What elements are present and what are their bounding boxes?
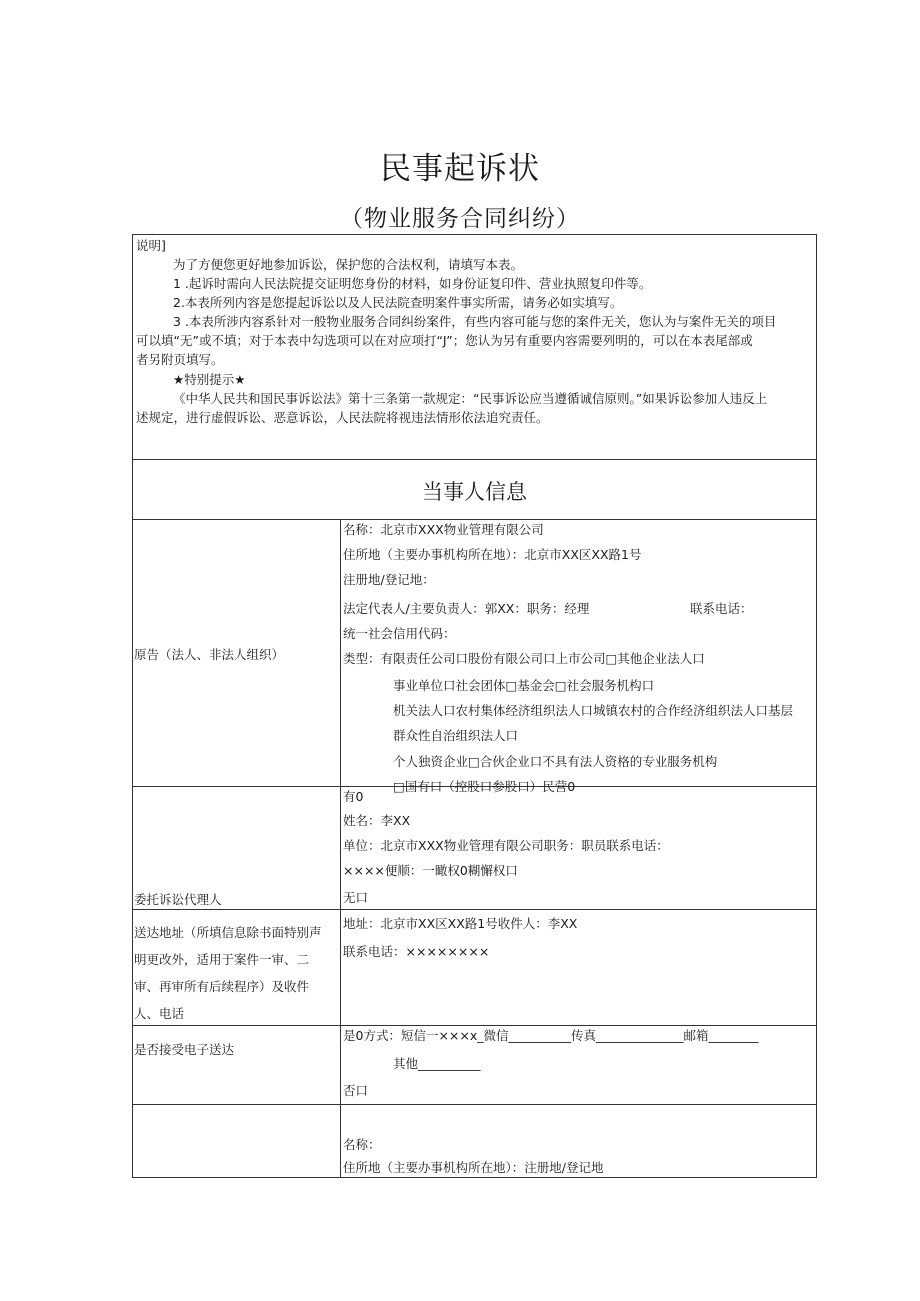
electronic-label: 是否接受电子送达 — [134, 1042, 235, 1057]
special-notice-line-2: 述规定，进行虚假诉讼、恶意诉讼，人民法院将视违法情形依法追究责任。 — [136, 410, 549, 425]
agent-name: 姓名：李XX — [343, 813, 411, 828]
electronic-no: 否口 — [343, 1083, 369, 1098]
agent-scope: ××××便顺：一瞰权0糊懈权口 — [343, 863, 518, 878]
notes-item-3-line-2: 可以填“无”或不填；对于本表中勾选项可以在对应项打“J”；您认为另有重要内容需要列明的，可以在本表尾部或 — [136, 333, 753, 348]
delivery-label-line-2: 明更改外，适用于案件一审、二 — [134, 952, 310, 967]
plaintiff-name: 名称：北京市XXX物业管理有限公司 — [343, 522, 544, 537]
divider — [132, 519, 817, 520]
defendant-name: 名称： — [343, 1137, 381, 1152]
plaintiff-registered: 注册地/登记地： — [343, 572, 435, 587]
column-divider — [340, 519, 341, 1178]
plaintiff-type-line-4: 群众性自治组织法人口 — [393, 728, 519, 743]
notes-item-3-line-1: 3 .本表所涉内容系针对一般物业服务合同纠纷案件，有些内容可能与您的案件无关，您认为与案件无关的项目 — [173, 314, 777, 329]
notes-item-3-line-3: 者另附页填写。 — [136, 352, 224, 367]
plaintiff-representative: 法定代表人/主要负责人：郭XX：职务：经理 — [343, 601, 590, 616]
divider — [132, 1025, 817, 1026]
electronic-other: 其他__________ — [393, 1056, 481, 1071]
delivery-label-line-3: 审、再审所有后续程序）及收件 — [134, 979, 310, 994]
notes-heading: 说明] — [136, 238, 166, 253]
notes-intro: 为了方便您更好地参加诉讼，保护您的合法权利，请填写本表。 — [173, 257, 524, 272]
plaintiff-type-line-6 — [393, 778, 576, 794]
special-notice-line-1: 《中华人民共和国民事诉讼法》第十三条第一款规定：“民事诉讼应当遵循诚信原则。”如果诉讼参加人违反上 — [173, 391, 768, 406]
notes-item-1: 1 .起诉时需向人民法院提交证明您身份的材料，如身份证复印件、营业执照复印件等。 — [173, 276, 652, 291]
plaintiff-credit-code: 统一社会信用代码： — [343, 626, 456, 641]
agent-label: 委托诉讼代理人 — [134, 892, 222, 907]
agent-has: 有0 — [343, 789, 364, 804]
electronic-yes-line: 是0方式：短信一×××x_微信__________传真______________邮箱________ — [343, 1028, 759, 1043]
plaintiff-type-line-6-text: □国有口（控股口参股口）民营0 — [393, 779, 576, 794]
plaintiff-type-line-3: 机关法人口农村集体经济组织法人口城镇农村的合作经济组织法人口基层 — [393, 703, 794, 718]
delivery-label-line-4: 人、电话 — [134, 1006, 185, 1021]
plaintiff-type-line-1: 类型：有限责任公司口股份有限公司口上市公司□其他企业法人口 — [343, 651, 705, 666]
delivery-phone: 联系电话：×××××××× — [343, 944, 490, 959]
plaintiff-type-line-2: 事业单位口社会团体□基金会□社会服务机构口 — [393, 678, 655, 693]
plaintiff-address: 住所地（主要办事机构所在地）：北京市XX区XX路1号 — [343, 547, 642, 562]
special-notice-heading: ★特别提示★ — [173, 372, 246, 387]
divider — [132, 1104, 817, 1105]
plaintiff-label: 原告（法人、非法人组织） — [134, 647, 285, 662]
agent-none: 无口 — [343, 890, 369, 905]
plaintiff-phone: 联系电话： — [690, 601, 753, 616]
divider — [132, 909, 817, 910]
delivery-label-line-1: 送达地址（所填信息除书面特别声 — [134, 925, 322, 940]
divider — [132, 459, 817, 460]
agent-unit: 单位：北京市XXX物业管理有限公司职务：职员联系电话： — [343, 838, 669, 853]
document-subtitle: （物业服务合同纠纷） — [340, 206, 580, 232]
defendant-address: 住所地（主要办事机构所在地）：注册地/登记地 — [343, 1160, 604, 1175]
plaintiff-type-line-5: 个人独资企业□合伙企业口不具有法人资格的专业服务机构 — [393, 754, 718, 769]
notes-item-2: 2.本表所列内容是您提起诉讼以及人民法院查明案件事实所需，请务必如实填写。 — [173, 295, 623, 310]
delivery-address: 地址：北京市XX区XX路1号收件人：李XX — [343, 916, 578, 931]
section-title: 当事人信息 — [422, 480, 527, 504]
document-title: 民事起诉状 — [380, 151, 540, 187]
